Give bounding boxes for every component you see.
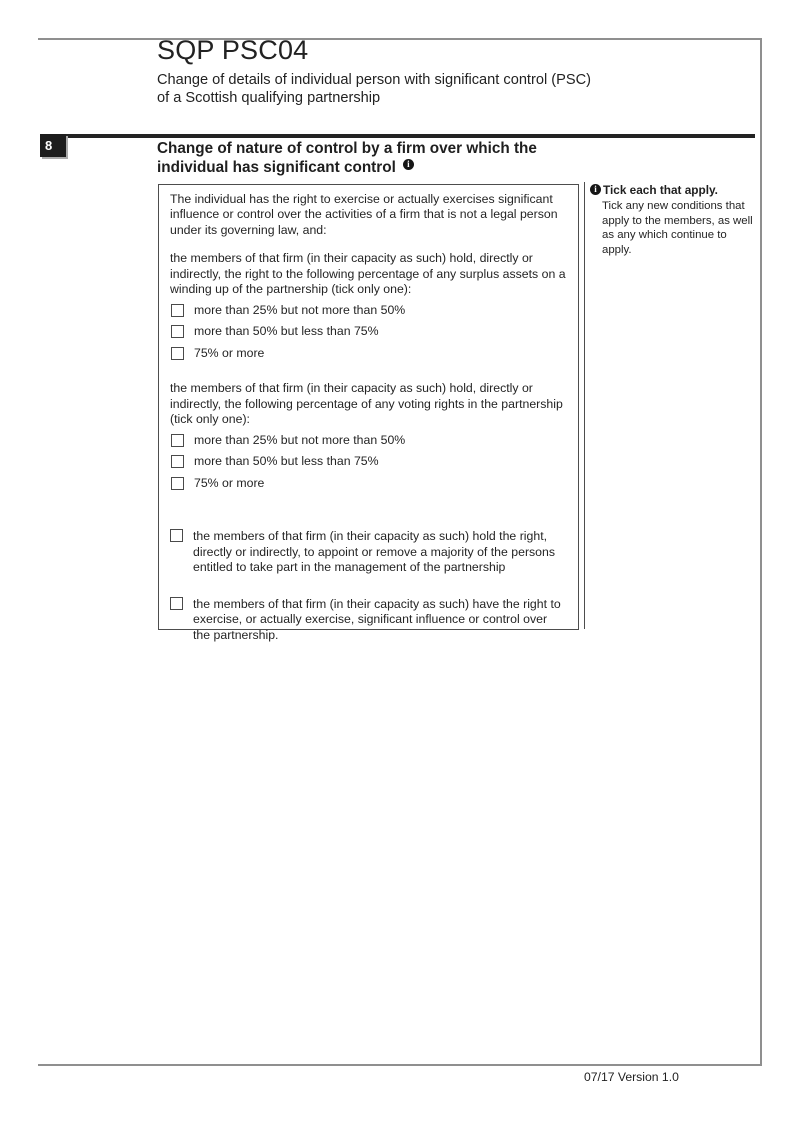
management-option-label: the members of that firm (in their capacity as such) hold the right, directly or indirectly, to appoint or remove a majority of the persons entitled to take part in the management of the partnership: [193, 529, 556, 575]
surplus-option-row: [171, 324, 567, 339]
surplus-option-row: [171, 303, 567, 318]
voting-option-label: 75% or more: [194, 475, 265, 490]
checkbox-appoint-remove-majority[interactable]: [170, 529, 183, 542]
checkbox-voting-25-50[interactable]: [171, 434, 184, 447]
note-body: Tick any new conditions that apply to the members, as well as any which continue to apply.: [602, 199, 753, 257]
form-subtitle-line2: of a Scottish qualifying partnership: [157, 89, 381, 106]
form-subtitle-line1: Change of details of individual person with significant control (PSC): [157, 71, 591, 88]
checkbox-voting-75-plus[interactable]: [171, 477, 184, 490]
surplus-option-label: more than 50% but less than 75%: [194, 324, 379, 339]
influence-option-row: [170, 597, 567, 643]
checkbox-voting-50-75[interactable]: [171, 455, 184, 468]
influence-option-label: the members of that firm (in their capacity as such) have the right to exercise, or actually exercise, significant influence or control over the partnership.: [193, 596, 561, 642]
form-header: [157, 36, 677, 107]
voting-option-row: [171, 433, 567, 448]
surplus-option-label: 75% or more: [194, 345, 265, 360]
checkbox-surplus-25-50[interactable]: [171, 304, 184, 317]
checkbox-surplus-50-75[interactable]: [171, 325, 184, 338]
section-heading: [157, 140, 589, 177]
surplus-option-row: [171, 346, 567, 361]
intro-paragraph: The individual has the right to exercise or actually exercises significant influence or control over the activities of a firm that is not a legal person under its governing law, and:: [170, 192, 558, 237]
management-option-row: [170, 529, 567, 575]
guidance-note-column: [584, 182, 761, 629]
section-number-badge: 8: [40, 134, 66, 157]
voting-option-row: [171, 454, 567, 469]
voting-option-label: more than 50% but less than 75%: [194, 454, 379, 469]
note-title: Tick each that apply.: [603, 183, 718, 197]
info-icon: i: [590, 184, 601, 195]
section-heading-text: Change of nature of control by a firm over which the individual has significant control: [157, 140, 537, 176]
surplus-option-label: more than 25% but not more than 50%: [194, 302, 406, 317]
form-subtitle: [157, 71, 677, 107]
nature-of-control-box: [158, 184, 579, 642]
section-divider-bar: [40, 134, 755, 138]
note-title-row: [590, 183, 759, 198]
version-footer: 07/17 Version 1.0: [584, 1070, 679, 1084]
form-code: SQP PSC04: [157, 35, 309, 65]
voting-group-lead: the members of that firm (in their capacity as such) hold, directly or indirectly, the following percentage of any voting rights in the partnership (tick only one):: [170, 381, 563, 427]
surplus-group-lead: the members of that firm (in their capacity as such) hold, directly or indirectly, the right to the following percentage of any surplus assets on a winding up of the partnership (tick only one):: [170, 251, 566, 297]
checkbox-significant-influence[interactable]: [170, 597, 183, 610]
checkbox-surplus-75-plus[interactable]: [171, 347, 184, 360]
info-icon: i: [403, 159, 414, 170]
voting-option-row: [171, 476, 567, 491]
bottom-rule: [38, 1064, 762, 1066]
voting-option-label: more than 25% but not more than 50%: [194, 432, 406, 447]
